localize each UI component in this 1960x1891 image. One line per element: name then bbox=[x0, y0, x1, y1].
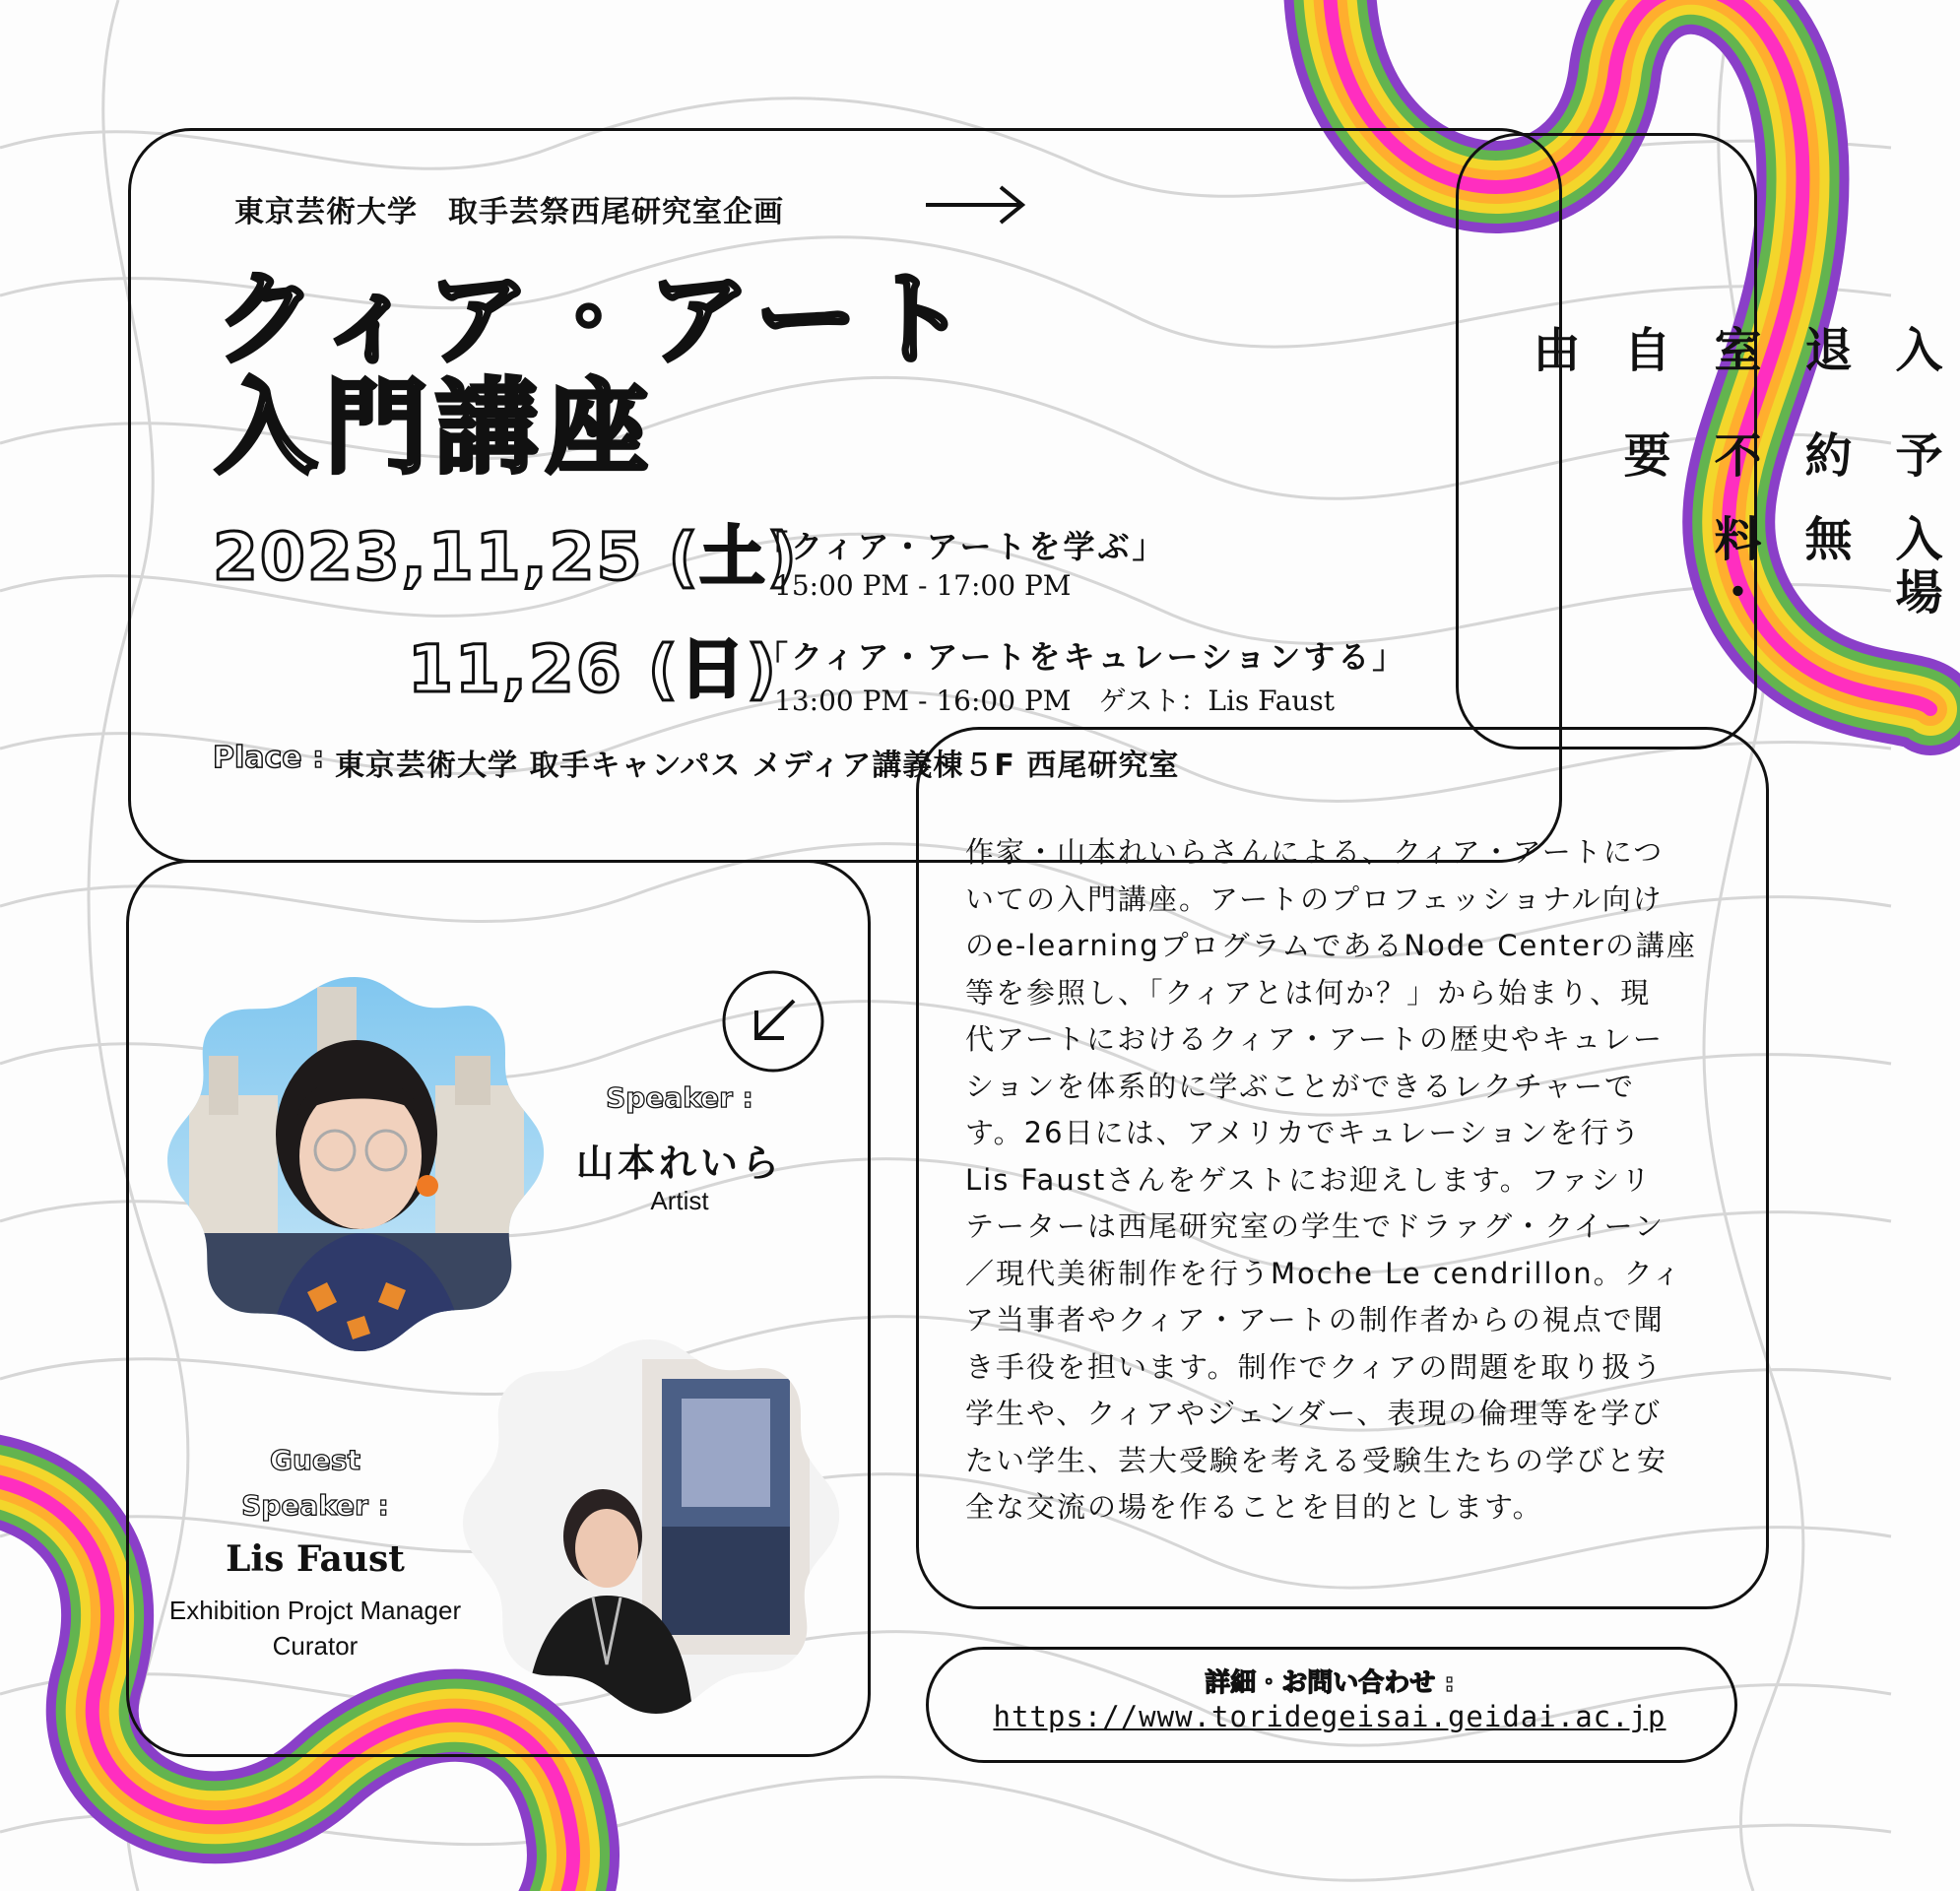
organizer-label: 東京芸術大学 取手芸祭西尾研究室企画 bbox=[234, 195, 784, 229]
arrow-down-left-icon bbox=[719, 967, 827, 1076]
guest-label-line1: Guest bbox=[270, 1444, 360, 1476]
description-line: 代アートにおけるクィア・アートの歴史やキュレー bbox=[965, 1022, 1664, 1056]
guest-label-line2: Speaker : bbox=[241, 1489, 389, 1522]
description-line: ／現代美術制作を行うMoche Le cendrillon。クィ bbox=[965, 1256, 1683, 1290]
description-line: 等を参照し、「クィアとは何か？」から始まり、現 bbox=[965, 975, 1652, 1010]
arrow-right-icon bbox=[924, 183, 1026, 227]
speaker-photo bbox=[160, 967, 550, 1357]
event-title-line2: 入門講座 bbox=[215, 367, 657, 488]
description-line: テーターは西尾研究室の学生でドラァグ・クイーン bbox=[965, 1209, 1666, 1243]
admission-line1: 入場無料・ bbox=[1706, 514, 1942, 620]
admission-line2: 予約不要 bbox=[1615, 429, 1942, 484]
description-text bbox=[965, 829, 1733, 1532]
contact-url-link[interactable]: https://www.toridegeisai.geidai.ac.jp bbox=[993, 1700, 1666, 1733]
guest-speaker-photo bbox=[455, 1330, 845, 1720]
speaker-role: Artist bbox=[650, 1186, 709, 1215]
speaker-label: Speaker : bbox=[606, 1081, 753, 1114]
event-title-line1: クィア・アート bbox=[215, 259, 976, 379]
description-line: き手役を担います。制作でクィアの問題を取り扱う bbox=[965, 1349, 1664, 1384]
description-line: のe-learningプログラムであるNode Centerの講座 bbox=[965, 929, 1697, 962]
description-line: 学生や、クィアやジェンダー、表現の倫理等を学び bbox=[965, 1397, 1663, 1430]
description-line: ア当事者やクィア・アートの制作者からの視点で聞 bbox=[965, 1303, 1665, 1337]
description-line: いての入門講座。アートのプロフェッショナル向け bbox=[965, 881, 1664, 916]
description-line: たい学生、芸大受験を考える受験生たちの学びと安 bbox=[965, 1443, 1668, 1477]
contact-label: 詳細・お問い合わせ : bbox=[1205, 1668, 1455, 1698]
description-line: Lis Faustさんをゲストにお迎えします。ファシリ bbox=[965, 1162, 1653, 1197]
guest-role-line2: Curator bbox=[272, 1631, 359, 1661]
schedule-time-1: 15:00 PM - 17:00 PM bbox=[774, 569, 1072, 602]
schedule-session-1: 「クィア・アートを学ぶ」 bbox=[756, 528, 1167, 565]
description-line: す。26日には、アメリカでキュレーションを行う bbox=[965, 1116, 1642, 1149]
schedule-session-2: 「クィア・アートをキュレーションする」 bbox=[756, 638, 1407, 676]
admission-line3: 入退室自由 bbox=[1525, 325, 1942, 378]
schedule-date-1: 2023,11,25 (土) bbox=[213, 519, 799, 595]
guest-name: Lis Faust bbox=[226, 1538, 405, 1580]
schedule-date-2: 11,26 (日) bbox=[408, 631, 779, 707]
guest-role-line1: Exhibition Projct Manager bbox=[168, 1596, 462, 1625]
speaker-name: 山本れいら bbox=[575, 1141, 783, 1185]
place-label: Place : bbox=[213, 741, 325, 775]
schedule-time-2: 13:00 PM - 16:00 PM ゲスト：Lis Faust bbox=[774, 685, 1336, 717]
description-line: 作家・山本れいらさんによる、クィア・アートにつ bbox=[965, 835, 1665, 869]
description-line: ションを体系的に学ぶことができるレクチャーで bbox=[965, 1069, 1635, 1103]
description-line: 全な交流の場を作ることを目的とします。 bbox=[965, 1490, 1543, 1524]
place-value: 東京芸術大学 取手キャンパス メディア講義棟５F 西尾研究室 bbox=[335, 749, 1180, 783]
admission-text bbox=[1507, 325, 1960, 620]
